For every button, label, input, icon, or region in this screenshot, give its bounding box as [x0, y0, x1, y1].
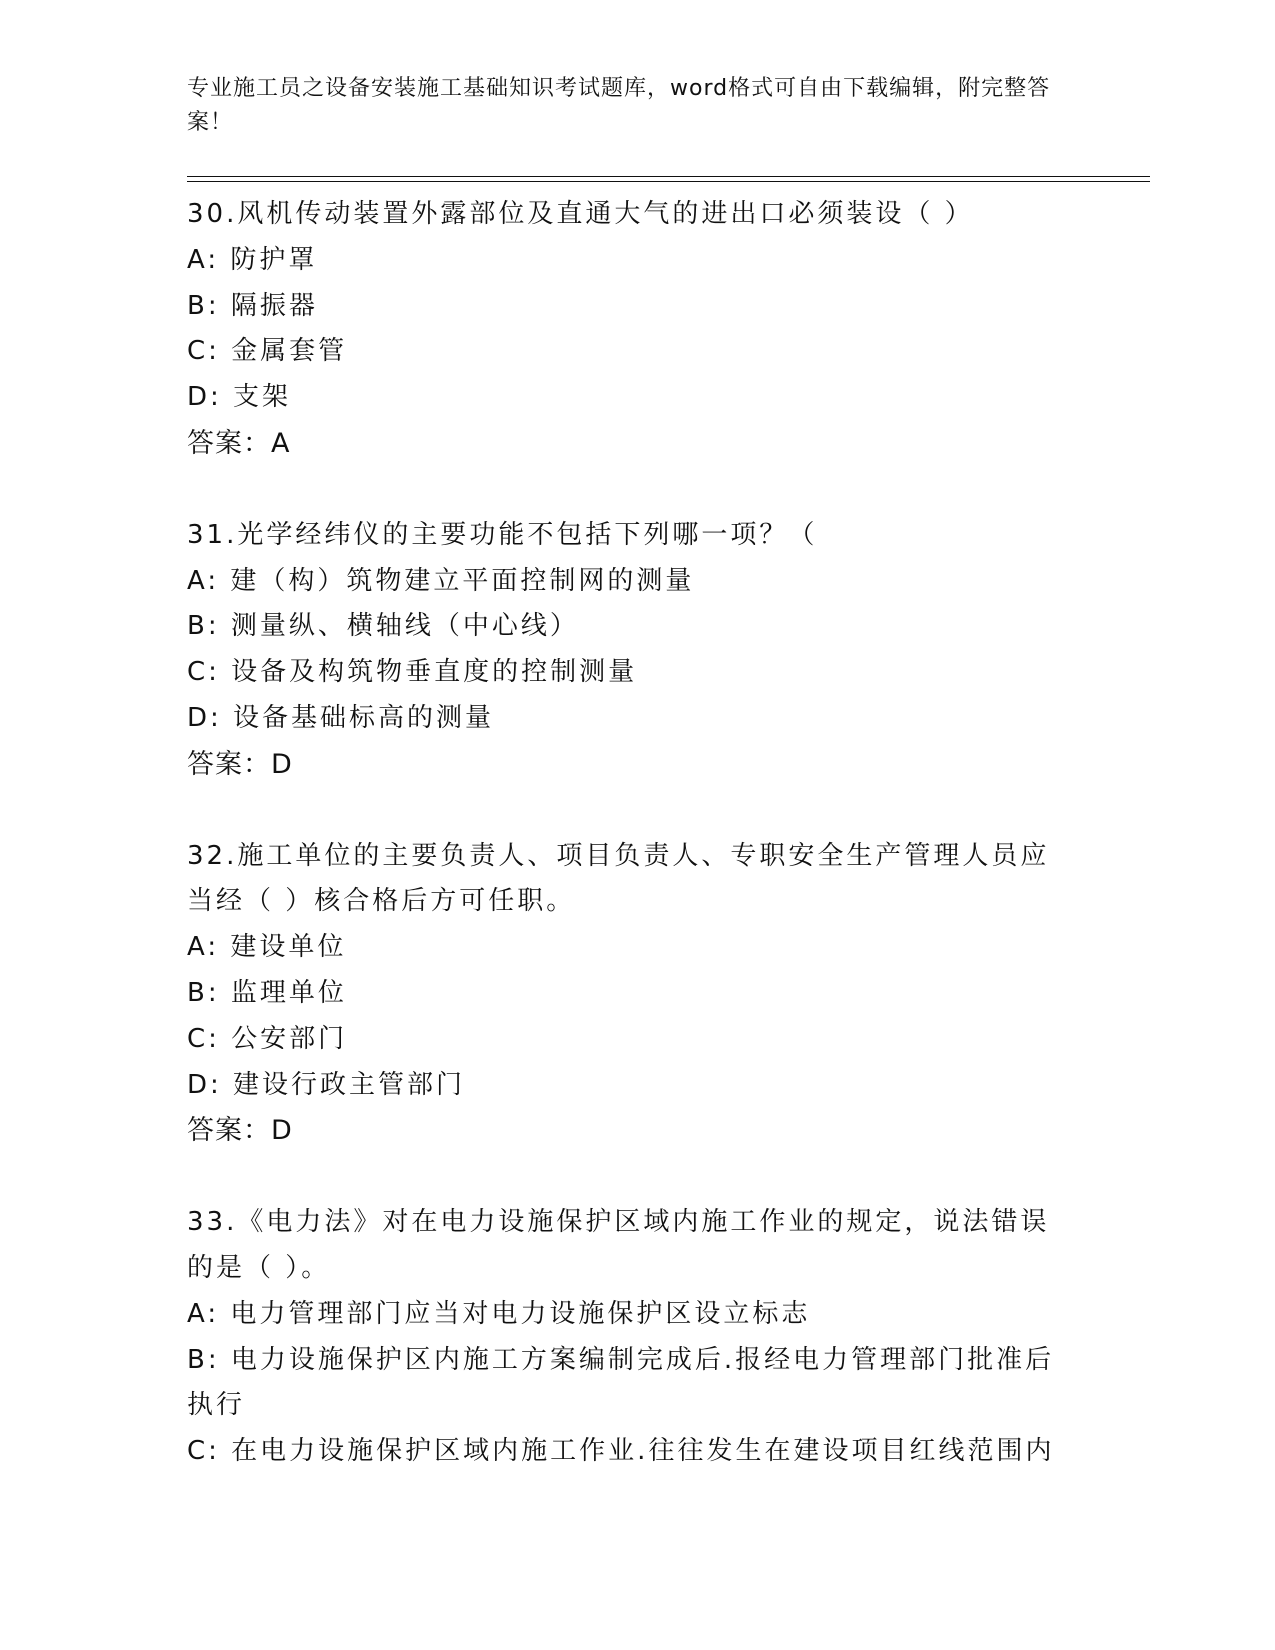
option-c: C: 在电力设施保护区域内施工作业.往往发生在建设项目红线范围内 — [187, 1436, 1055, 1467]
header-divider-bottom — [187, 181, 1150, 182]
question-list — [187, 192, 1077, 1521]
option-a: A: 建设单位 — [187, 932, 347, 963]
question-30 — [187, 192, 1077, 467]
option-c: C: 公安部门 — [187, 1023, 348, 1054]
question-stem: 33.《电力法》对在电力设施保护区域内施工作业的规定，说法错误的是（ ）。 — [187, 1207, 1050, 1283]
answer: 答案：A — [187, 427, 291, 459]
option-c: C: 设备及构筑物垂直度的控制测量 — [187, 657, 638, 688]
option-c: C: 金属套管 — [187, 336, 348, 367]
option-d: D: 建设行政主管部门 — [187, 1069, 466, 1100]
option-b: B: 隔振器 — [187, 290, 318, 321]
header-divider-top — [187, 176, 1150, 177]
document-header: 专业施工员之设备安装施工基础知识考试题库，word格式可自由下载编辑，附完整答案！ — [187, 76, 1051, 135]
question-stem: 31.光学经纬仪的主要功能不包括下列哪一项？（ — [187, 519, 818, 550]
question-33 — [187, 1200, 1077, 1475]
question-32 — [187, 834, 1077, 1155]
option-d: D: 设备基础标高的测量 — [187, 702, 495, 733]
option-b: B: 测量纵、横轴线（中心线） — [187, 611, 579, 642]
question-stem: 32.施工单位的主要负责人、项目负责人、专职安全生产管理人员应当经（ ）核合格后方可任职。 — [187, 840, 1050, 917]
option-a: A: 防护罩 — [187, 244, 318, 275]
option-b: B: 电力设施保护区内施工方案编制完成后.报经电力管理部门批准后执行 — [187, 1344, 1055, 1421]
option-a: A: 建（构）筑物建立平面控制网的测量 — [187, 565, 695, 596]
answer: 答案：D — [187, 1115, 293, 1147]
answer: 答案：D — [187, 748, 293, 780]
question-stem: 30.风机传动装置外露部位及直通大气的进出口必须装设（ ） — [187, 199, 974, 229]
option-a: A: 电力管理部门应当对电力设施保护区设立标志 — [187, 1298, 811, 1329]
question-31 — [187, 513, 1077, 788]
option-d: D: 支架 — [187, 382, 292, 413]
option-b: B: 监理单位 — [187, 977, 347, 1008]
